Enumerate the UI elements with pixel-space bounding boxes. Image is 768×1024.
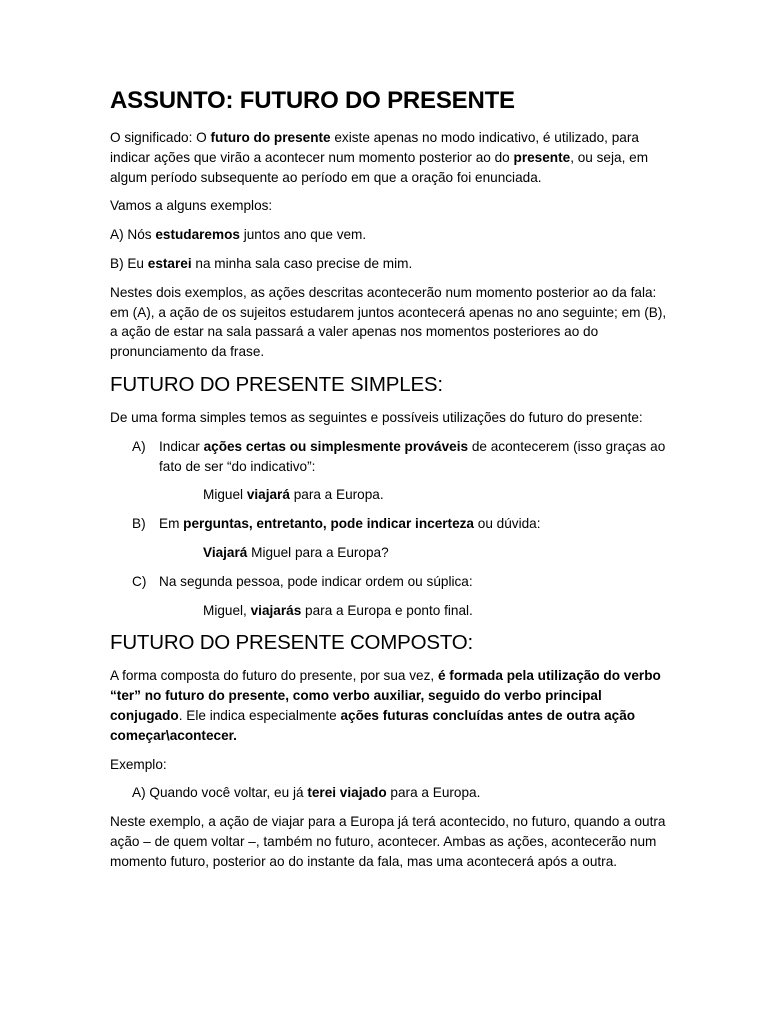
bold-text-run: Viajará (203, 544, 248, 560)
example-a (110, 225, 668, 245)
bold-text-run: ações futuras concluídas antes de outra ação começar\acontecer. (110, 707, 636, 743)
examples-intro: Vamos a alguns exemplos: (110, 198, 273, 214)
section-heading-composto: FUTURO DO PRESENTE COMPOSTO: (110, 631, 474, 655)
text-run: . Ele indica especialmente (178, 707, 341, 723)
text-run: Miguel, (203, 602, 251, 618)
exemplo-label: Exemplo: (110, 756, 167, 772)
examples-explanation: Nestes dois exemplos, as ações descritas acontecerão num momento posterior ao da fala: em (A), a ação de os sujeitos estudarem juntos acontecerá apenas no ano seguinte; em (B), a ação de estar na sala passará a valer apenas nos momentos posteriores ao do pronunciamento da frase. (110, 284, 667, 360)
text-run: ou dúvida: (473, 516, 541, 532)
text-run: para a Europa. (386, 785, 481, 801)
text-run: A) Nós (110, 227, 156, 243)
text-run: Indicar (159, 438, 204, 454)
bold-text-run: ações certas ou simplesmente prováveis (203, 438, 469, 454)
list-item-example (203, 485, 668, 505)
bold-text-run: viajará (246, 487, 290, 503)
list-item (110, 437, 668, 477)
text-run: A forma composta do futuro do presente, por sua vez, (110, 668, 438, 684)
bold-text-run: presente (513, 149, 571, 165)
text-run: juntos ano que vem. (239, 227, 367, 243)
list-item-example (203, 543, 668, 563)
text-run: B) Eu (110, 255, 148, 271)
bold-text-run: perguntas, entretanto, pode indicar incerteza (183, 516, 474, 532)
text-run: de acontecerem (isso graças ao fato de ser “do indicativo”: (159, 438, 666, 474)
list-item-text (159, 514, 668, 534)
list-item-label: A) (132, 438, 146, 454)
bold-text-run: estudaremos (155, 227, 240, 243)
example-b (110, 254, 668, 274)
list-item-example (203, 601, 668, 621)
list-item-text (159, 437, 668, 477)
composto-paragraph (110, 666, 668, 745)
text-run: Na segunda pessoa, pode indicar ordem ou súplica: (159, 573, 473, 589)
text-run: Miguel (203, 487, 247, 503)
list-item (110, 514, 668, 534)
list-item (110, 572, 668, 592)
list-item-label: C) (132, 573, 147, 589)
list-item-label: B) (132, 516, 146, 532)
simples-intro: De uma forma simples temos as seguintes e possíveis utilizações do futuro do presente: (110, 409, 643, 425)
bold-text-run: futuro do presente (210, 130, 331, 145)
section-heading-simples: FUTURO DO PRESENTE SIMPLES: (110, 372, 443, 396)
text-run: existe apenas no modo indicativo, é utilizado, para indicar ações que virão a acontecer num momento posterior ao do (110, 130, 639, 165)
text-run: Miguel para a Europa? (247, 544, 389, 560)
bold-text-run: é formada pela utilização do verbo “ter” no futuro do presente, como verbo auxiliar, seguido do verbo principal conjugado (110, 668, 661, 723)
bold-text-run: viajarás (250, 602, 302, 618)
bold-text-run: estarei (147, 255, 192, 271)
text-run: para a Europa. (289, 487, 384, 503)
page-title: ASSUNTO: FUTURO DO PRESENTE (110, 87, 515, 114)
text-run: O significado: O (110, 130, 211, 145)
list-item-text (159, 572, 668, 592)
intro-paragraph (110, 128, 668, 187)
text-run: , ou seja, em algum período subsequente ao período em que a oração foi enunciada. (110, 149, 649, 185)
composto-explanation: Neste exemplo, a ação de viajar para a Europa já terá acontecido, no futuro, quando a outra ação – de quem voltar –, também no futuro, acontecer. Ambas as ações, acontecerão num momento futuro, posterior ao do instante da fala, mas uma acontecerá após a outra. (110, 814, 666, 869)
text-run: Em (159, 516, 184, 532)
composto-example (132, 783, 668, 803)
text-run: A) Quando você voltar, eu já (132, 785, 308, 801)
text-run: na minha sala caso precise de mim. (191, 255, 413, 271)
bold-text-run: terei viajado (307, 785, 387, 801)
text-run: para a Europa e ponto final. (301, 602, 473, 618)
